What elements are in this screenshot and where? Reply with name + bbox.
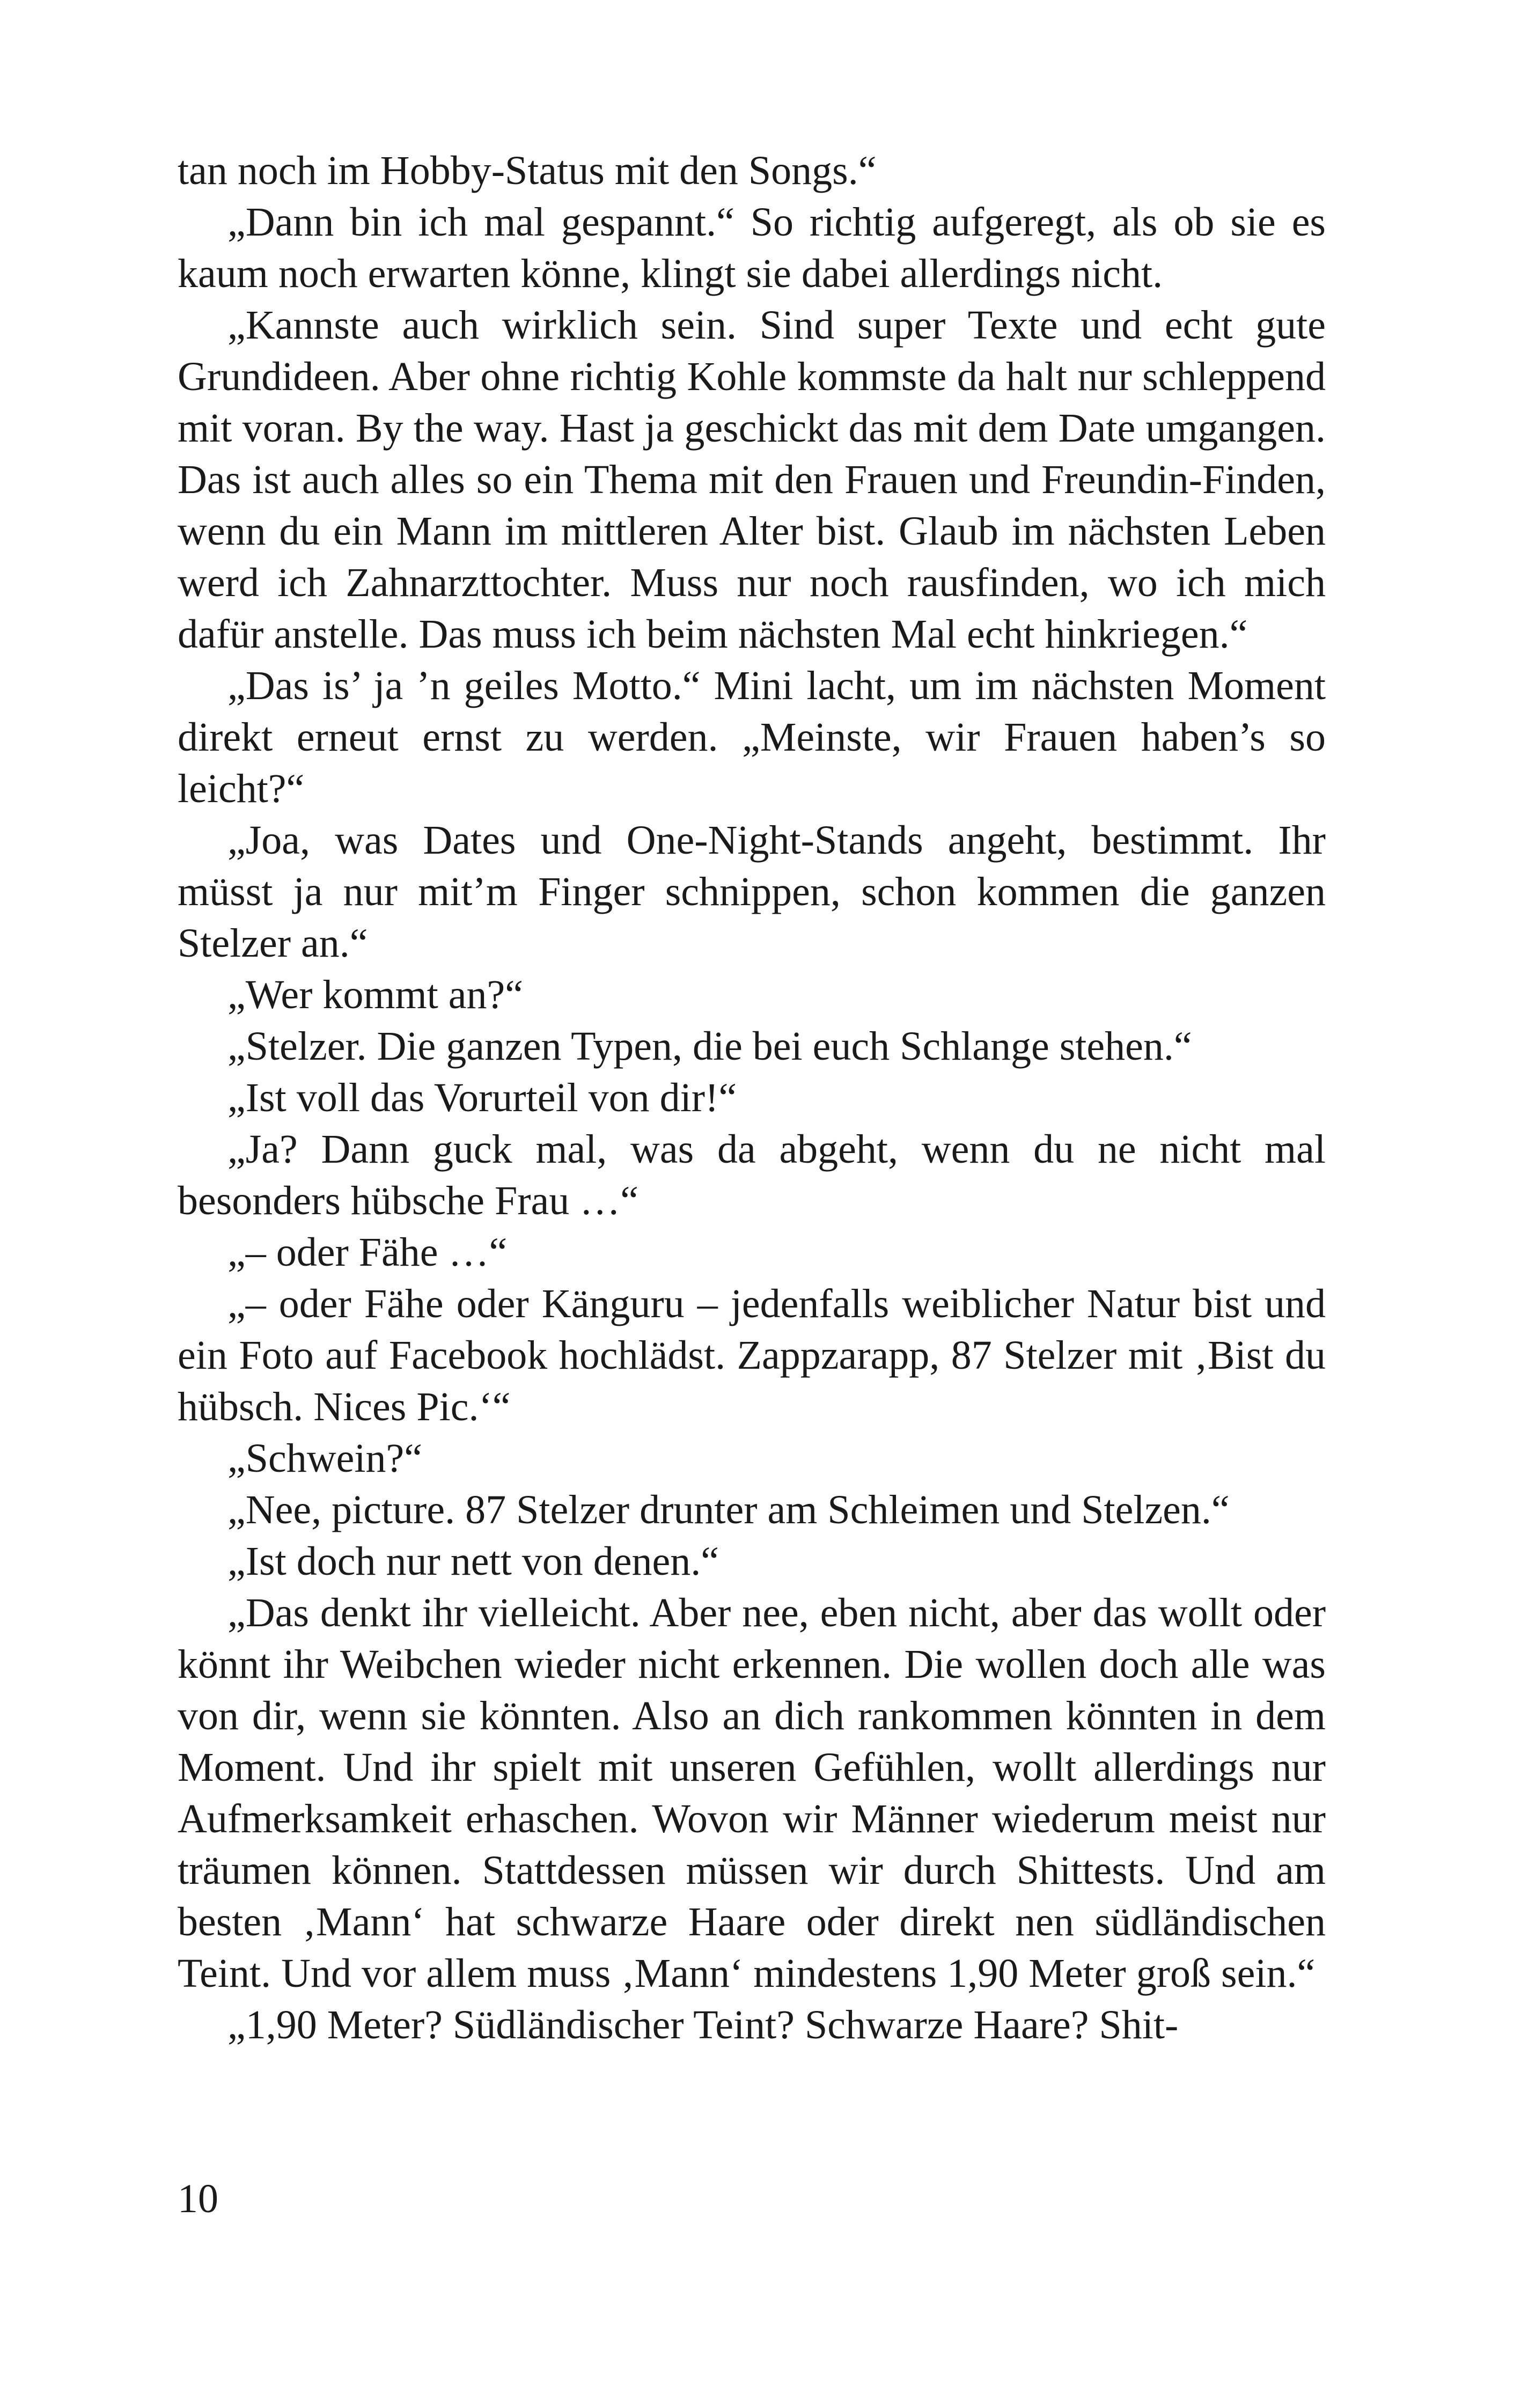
body-text — [178, 145, 1326, 2051]
paragraph: „Nee, picture. 87 Stelzer drunter am Schleimen und Stelzen.“ — [227, 1487, 1230, 1532]
paragraph: „Dann bin ich mal gespannt.“ So richtig aufgeregt, als ob sie es kaum noch erwarten könne, klingt sie dabei allerdings nicht. — [178, 200, 1326, 296]
paragraph: „Stelzer. Die ganzen Typen, die bei euch Schlange stehen.“ — [227, 1024, 1192, 1069]
paragraph: „Ja? Dann guck mal, was da abgeht, wenn du ne nicht mal besonders hübsche Frau …“ — [178, 1127, 1326, 1223]
paragraph: „– oder Fähe …“ — [227, 1230, 508, 1275]
paragraph: „1,90 Meter? Südländischer Teint? Schwarze Haare? Shit- — [227, 2002, 1179, 2047]
paragraph: „Das denkt ihr vielleicht. Aber nee, eben nicht, aber das wollt oder könnt ihr Weibchen wieder nicht erkennen. Die wollen doch alle was von dir, wenn sie könnten. Also an dich rankommen könnten in dem Moment. Und ihr spielt mit unseren Gefühlen, wollt allerdings nur Aufmerksamkeit erhaschen. Wovon wir Männer wiederum meist nur träumen können. Stattdessen müssen wir durch Shittests. Und am besten ‚Mann‘ hat schwarze Haare oder direkt nen südländischen Teint. Und vor allem muss ‚Mann‘ mindestens 1,90 Meter groß sein.“ — [178, 1590, 1326, 1996]
paragraph: „Ist doch nur nett von denen.“ — [227, 1539, 719, 1584]
paragraph: „Kannste auch wirklich sein. Sind super Texte und echt gute Grundideen. Aber ohne richtig Kohle kommste da halt nur schleppend mit voran. By the way. Hast ja geschickt das mit dem Date umgangen. Das ist auch alles so ein Thema mit den Frauen und Freundin-Finden, wenn du ein Mann im mittleren Alter bist. Glaub im nächsten Leben werd ich Zahnarzttochter. Muss nur noch rausfinden, wo ich mich dafür anstelle. Das muss ich beim nächsten Mal echt hinkriegen.“ — [178, 303, 1326, 657]
paragraph: „Joa, was Dates und One-Night-Stands angeht, bestimmt. Ihr müsst ja nur mit’m Finger schnippen, schon kommen die ganzen Stelzer an.“ — [178, 818, 1326, 966]
paragraph: „– oder Fähe oder Känguru – jedenfalls weiblicher Natur bist und ein Foto auf Facebook hochlädst. Zappzarapp, 87 Stelzer mit ‚Bist du hübsch. Nices Pic.‘“ — [178, 1281, 1326, 1429]
paragraph: „Das is’ ja ’n geiles Motto.“ Mini lacht, um im nächsten Moment direkt erneut ernst zu werden. „Meinste, wir Frauen haben’s so leicht?“ — [178, 663, 1326, 811]
paragraph: tan noch im Hobby-Status mit den Songs.“ — [178, 148, 877, 193]
page-number: 10 — [178, 2176, 218, 2221]
paragraph: „Wer kommt an?“ — [227, 972, 523, 1017]
paragraph: „Ist voll das Vorurteil von dir!“ — [227, 1075, 737, 1120]
paragraph: „Schwein?“ — [227, 1436, 422, 1481]
